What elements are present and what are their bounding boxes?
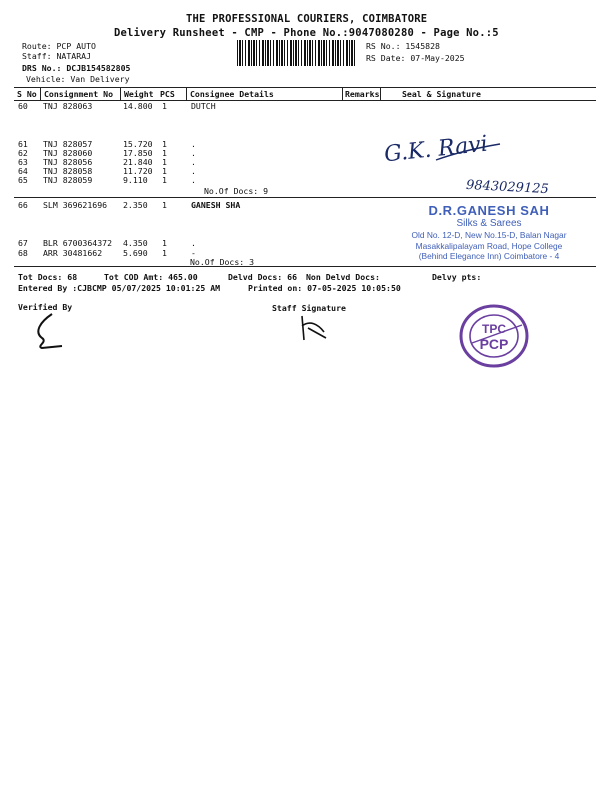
row-sno: 64 bbox=[18, 166, 28, 176]
signature-underline bbox=[434, 140, 504, 164]
row-weight: 11.720 bbox=[123, 166, 153, 176]
row-weight: 21.840 bbox=[123, 157, 153, 167]
tpc-round-stamp bbox=[458, 303, 530, 369]
row-consignee: . bbox=[191, 157, 196, 167]
entered-by: Entered By :CJBCMP 05/07/2025 10:01:25 AM bbox=[18, 283, 221, 293]
rs-date: RS Date: 07-May-2025 bbox=[366, 53, 465, 63]
row-consignee: . bbox=[191, 175, 196, 185]
row-pcs: 1 bbox=[162, 101, 167, 111]
row-consignment: TNJ 828060 bbox=[43, 148, 93, 158]
stamp-address-line: (Behind Elegance Inn) Coimbatore - 4 bbox=[418, 251, 560, 261]
row-sno: 65 bbox=[18, 175, 28, 185]
row-sno: 66 bbox=[18, 200, 28, 210]
table-bottom-rule bbox=[14, 266, 596, 267]
row-consignee: DUTCH bbox=[191, 101, 216, 111]
row-consignment: SLM 369621696 bbox=[43, 200, 108, 210]
row-sno: 60 bbox=[18, 101, 28, 111]
route-label: Route: PCP AUTO bbox=[22, 41, 96, 51]
row-weight: 2.350 bbox=[123, 200, 148, 210]
handwritten-phone: 9843029125 bbox=[465, 177, 550, 198]
drs-number: DRS No.: DCJB154582805 bbox=[22, 63, 131, 73]
row-weight: 4.350 bbox=[123, 238, 148, 248]
table-row bbox=[0, 101, 600, 111]
row-consignment: TNJ 828058 bbox=[43, 166, 93, 176]
non-delivered-docs: Non Delvd Docs: bbox=[306, 272, 380, 282]
company-title: THE PROFESSIONAL COURIERS, COIMBATORE bbox=[186, 13, 428, 25]
row-consignee: . bbox=[191, 238, 196, 248]
delivered-docs: Delvd Docs: 66 bbox=[228, 272, 298, 282]
verified-by-label: Verified By bbox=[18, 302, 73, 312]
row-sno: 68 bbox=[18, 248, 28, 258]
row-consignment: TNJ 828063 bbox=[43, 101, 93, 111]
stamp-shop-name: D.R.GANESH SAH bbox=[428, 203, 550, 218]
staff-label: Staff: NATARAJ bbox=[22, 51, 92, 61]
row-consignment: TNJ 828057 bbox=[43, 139, 93, 149]
row-pcs: 1 bbox=[162, 238, 167, 248]
col-divider bbox=[186, 87, 187, 100]
row-consignment: TNJ 828056 bbox=[43, 157, 93, 167]
vehicle-label: Vehicle: Van Delivery bbox=[26, 74, 130, 84]
col-divider bbox=[120, 87, 121, 100]
row-consignment: BLR 6700364372 bbox=[43, 238, 113, 248]
row-weight: 14.800 bbox=[123, 101, 153, 111]
row-pcs: 1 bbox=[162, 248, 167, 258]
col-sno-header: S No bbox=[17, 89, 37, 99]
row-consignee: . bbox=[191, 166, 196, 176]
shop-stamp bbox=[384, 203, 594, 265]
row-weight: 15.720 bbox=[123, 139, 153, 149]
barcode-image bbox=[237, 40, 357, 66]
col-remarks-header: Remarks bbox=[345, 89, 380, 99]
col-divider bbox=[40, 87, 41, 100]
rs-number: RS No.: 1545828 bbox=[366, 41, 440, 51]
stamp-address-line: Old No. 12-D, New No.15-D, Balan Nagar bbox=[411, 230, 567, 240]
col-divider bbox=[380, 87, 381, 100]
row-pcs: 1 bbox=[162, 148, 167, 158]
stamp-pcp-text: PCP bbox=[479, 336, 509, 352]
staff-signature-mark bbox=[296, 314, 332, 344]
runsheet-subtitle: Delivery Runsheet - CMP - Phone No.:9047080280 - Page No.:5 bbox=[114, 27, 499, 39]
stamp-shop-tagline: Silks & Sarees bbox=[456, 218, 522, 229]
row-consignee: - bbox=[191, 248, 196, 258]
row-consignee: . bbox=[191, 139, 196, 149]
col-divider bbox=[342, 87, 343, 100]
row-weight: 5.690 bbox=[123, 248, 148, 258]
staff-signature-label: Staff Signature bbox=[272, 303, 346, 313]
col-seal-header: Seal & Signature bbox=[402, 89, 481, 99]
row-consignment: ARR 30481662 bbox=[43, 248, 103, 258]
col-pcs-header: PCS bbox=[160, 89, 175, 99]
total-cod-amount: Tot COD Amt: 465.00 bbox=[104, 272, 198, 282]
row-pcs: 1 bbox=[162, 157, 167, 167]
row-consignee: GANESH SHA bbox=[191, 200, 241, 210]
group-doc-count: No.Of Docs: 9 bbox=[204, 186, 269, 196]
table-top-rule bbox=[14, 87, 596, 88]
col-weight-header: Weight bbox=[124, 89, 154, 99]
col-consignee-header: Consignee Details bbox=[190, 89, 274, 99]
col-consignment-header: Consignment No bbox=[44, 89, 114, 99]
row-weight: 17.850 bbox=[123, 148, 153, 158]
group-doc-count: No.Of Docs: 3 bbox=[190, 257, 255, 267]
row-sno: 61 bbox=[18, 139, 28, 149]
handwritten-signature: G.K. Ravi bbox=[382, 131, 489, 168]
total-docs: Tot Docs: 68 bbox=[18, 272, 78, 282]
row-pcs: 1 bbox=[162, 200, 167, 210]
stamp-tpc-text: TPC bbox=[482, 322, 506, 336]
row-consignee: . bbox=[191, 148, 196, 158]
printed-on: Printed on: 07-05-2025 10:05:50 bbox=[248, 283, 401, 293]
row-sno: 62 bbox=[18, 148, 28, 158]
row-pcs: 1 bbox=[162, 166, 167, 176]
stamp-address-line: Masakkalipalayam Road, Hope College bbox=[415, 240, 563, 251]
row-consignment: TNJ 828059 bbox=[43, 175, 93, 185]
row-sno: 63 bbox=[18, 157, 28, 167]
verifier-signature-mark bbox=[30, 312, 70, 350]
delivery-points: Delvy pts: bbox=[432, 272, 482, 282]
row-pcs: 1 bbox=[162, 175, 167, 185]
group-divider-1 bbox=[14, 197, 596, 198]
row-pcs: 1 bbox=[162, 139, 167, 149]
row-sno: 67 bbox=[18, 238, 28, 248]
row-weight: 9.110 bbox=[123, 175, 148, 185]
